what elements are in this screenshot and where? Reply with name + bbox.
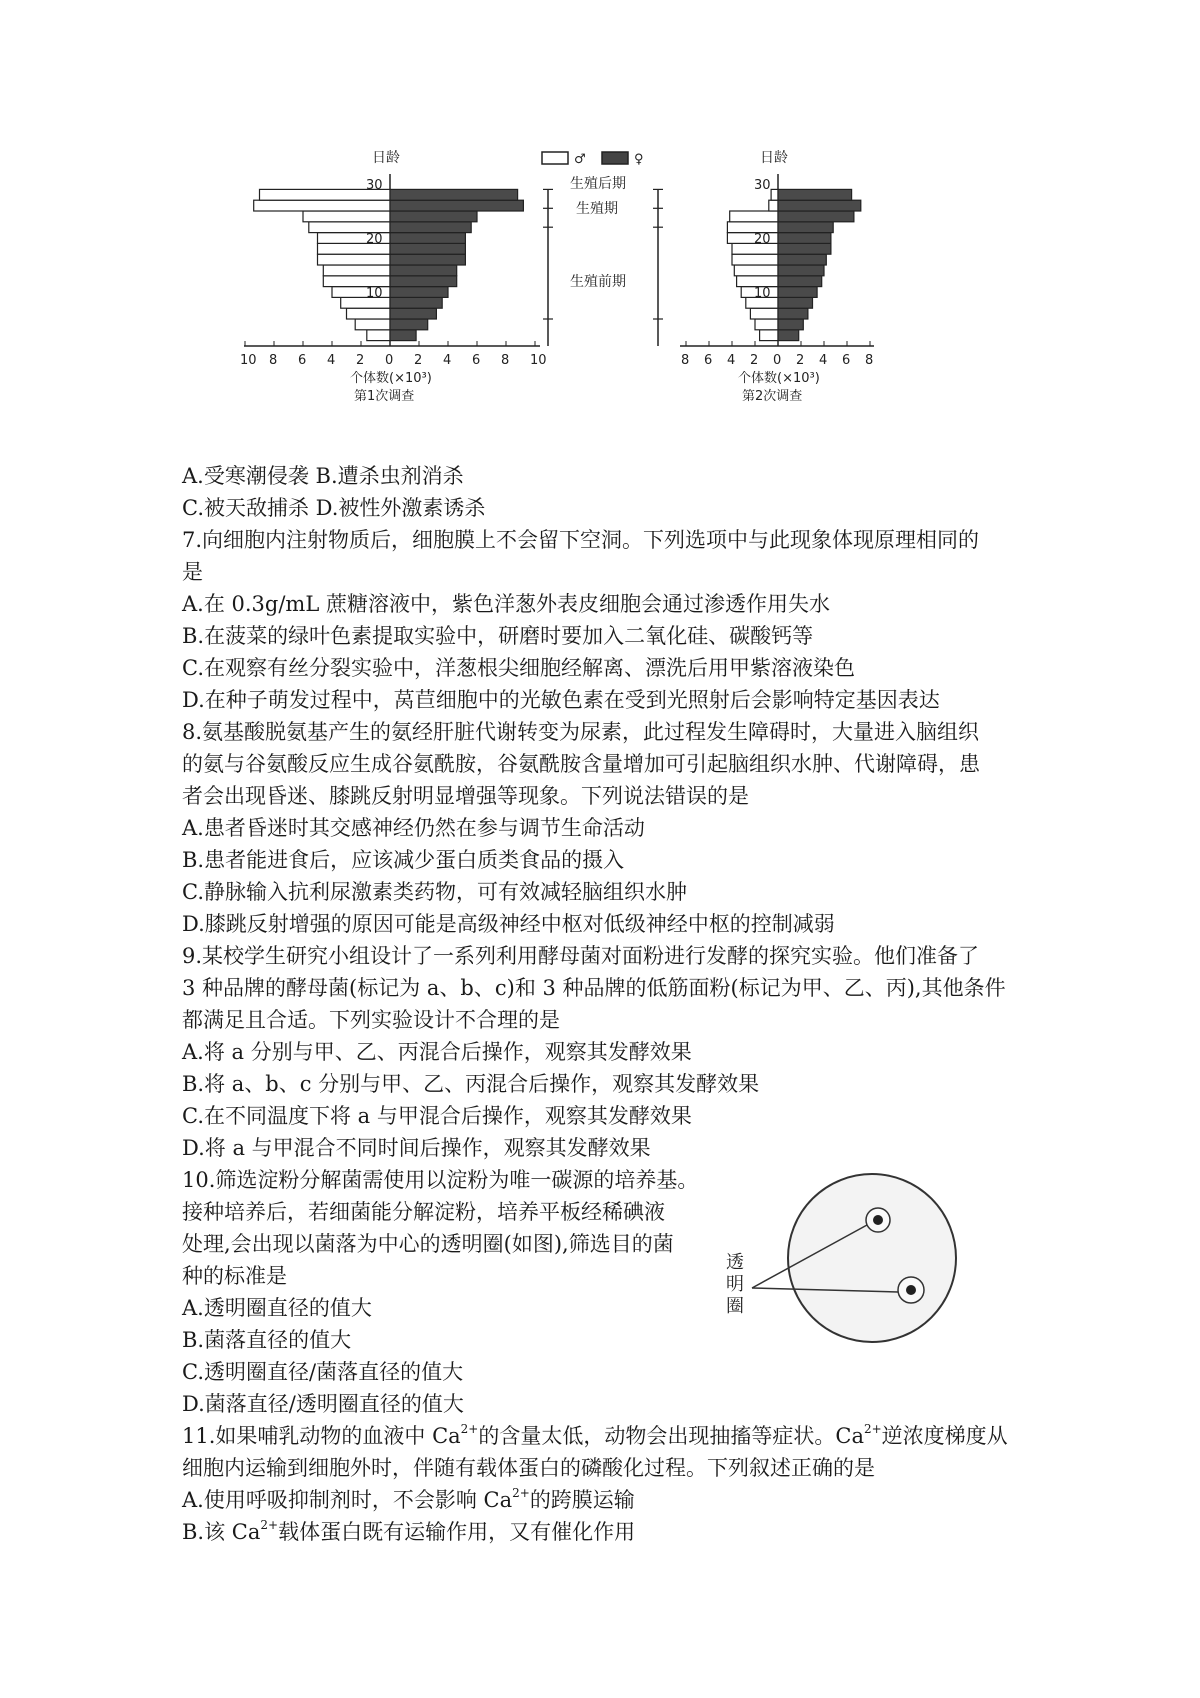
bar-female xyxy=(778,233,831,244)
bar-female xyxy=(390,287,448,298)
x-tick-label: 0 xyxy=(773,353,782,368)
bar-male xyxy=(769,200,778,211)
q11-option-a: A.使用呼吸抑制剂时，不会影响 $Ca^{2+}$的跨膜运输 xyxy=(182,1486,635,1512)
plate-label-char: 明 xyxy=(726,1274,744,1295)
colony-1 xyxy=(873,1215,883,1225)
bar-male xyxy=(730,211,778,222)
q11-line-2: 细胞内运输到细胞外时，伴随有载体蛋白的磷酸化过程。下列叙述正确的是 xyxy=(182,1456,875,1480)
q10-line: 10.筛选淀粉分解菌需使用以淀粉为唯一碳源的培养基。 xyxy=(182,1168,699,1192)
bar-female xyxy=(390,189,518,200)
text-line: B.在菠菜的绿叶色素提取实验中，研磨时要加入二氧化硅、碳酸钙等 xyxy=(182,624,814,648)
text-line: D.在种子萌发过程中，莴苣细胞中的光敏色素在受到光照射后会影响特定基因表达 xyxy=(182,688,940,712)
bar-female xyxy=(390,330,416,341)
legend-male-label: ♂ xyxy=(574,152,586,167)
chart-subtitle: 第2次调查 xyxy=(742,389,803,404)
x-tick-label: 8 xyxy=(865,353,874,368)
bar-female xyxy=(778,265,824,276)
stage-post: 生殖后期 xyxy=(570,176,626,192)
bar-male xyxy=(309,222,390,233)
y-tick-label: 30 xyxy=(754,178,771,193)
bar-female xyxy=(778,189,852,200)
bar-female xyxy=(390,254,465,265)
text-line: 9.某校学生研究小组设计了一系列利用酵母菌对面粉进行发酵的探究实验。他们准备了 xyxy=(182,944,980,968)
bar-male xyxy=(755,319,778,330)
q10-line: 处理,会出现以菌落为中心的透明圈(如图),筛选目的菌 xyxy=(182,1232,674,1256)
bar-female xyxy=(390,319,428,330)
text-line: 者会出现昏迷、膝跳反射明显增强等现象。下列说法错误的是 xyxy=(182,784,749,808)
bar-male xyxy=(355,319,390,330)
bar-female xyxy=(778,200,861,211)
q10-line: B.菌落直径的值大 xyxy=(182,1328,352,1352)
q11-option-b: B.该 $Ca^{2+}$载体蛋白既有运输作用，又有催化作用 xyxy=(182,1518,636,1544)
plate-outline xyxy=(788,1174,956,1342)
legend-female-label: ♀ xyxy=(634,152,644,167)
bar-female xyxy=(778,330,799,341)
text-line: C.在不同温度下将 a 与甲混合后操作，观察其发酵效果 xyxy=(182,1104,692,1128)
bar-female xyxy=(778,222,833,233)
bar-female xyxy=(390,276,457,287)
bar-female xyxy=(390,211,477,222)
bar-female xyxy=(778,254,826,265)
text-line: 都满足且合适。下列实验设计不合理的是 xyxy=(182,1008,560,1032)
text-line: D.将 a 与甲混合不同时间后操作，观察其发酵效果 xyxy=(182,1136,651,1160)
bar-male xyxy=(727,222,778,233)
x-tick-label: 2 xyxy=(796,353,805,368)
bar-female xyxy=(390,222,471,233)
stage-repro: 生殖期 xyxy=(576,201,618,217)
text-line: 7.向细胞内注射物质后，细胞膜上不会留下空洞。下列选项中与此现象体现原理相同的 xyxy=(182,528,980,552)
y-tick-label: 20 xyxy=(366,232,383,247)
bar-female xyxy=(778,319,803,330)
x-tick-label: 8 xyxy=(501,353,510,368)
text-line: A.将 a 分别与甲、乙、丙混合后操作，观察其发酵效果 xyxy=(182,1040,692,1064)
chart-first-survey xyxy=(240,150,553,404)
bar-female xyxy=(390,265,457,276)
x-tick-label: 2 xyxy=(414,353,423,368)
text-line: C.被天敌捕杀 D.被性外激素诱杀 xyxy=(182,496,486,520)
q10-line: 种的标准是 xyxy=(182,1264,287,1288)
bar-male xyxy=(760,330,778,341)
x-tick-label: 4 xyxy=(819,353,828,368)
y-axis-label: 日龄 xyxy=(372,150,400,166)
plate-label-char: 圈 xyxy=(726,1296,744,1317)
bar-female xyxy=(390,200,523,211)
text-line: A.患者昏迷时其交感神经仍然在参与调节生命活动 xyxy=(182,816,645,840)
bar-male xyxy=(367,330,390,341)
bar-male xyxy=(347,308,391,319)
legend-female-swatch xyxy=(602,152,628,164)
bar-female xyxy=(778,308,808,319)
bar-female xyxy=(390,297,442,308)
bar-female xyxy=(778,243,831,254)
text-line: 3 种品牌的酵母菌(标记为 a、b、c)和 3 种品牌的低筋面粉(标记为甲、乙、丙),其他条件 xyxy=(182,976,1006,1000)
q11-line-1: 11.如果哺乳动物的血液中 $Ca^{2+}$的含量太低，动物会出现抽搐等症状。$Ca^{2+}$逆浓度梯度从 xyxy=(182,1422,1008,1448)
x-tick-label: 10 xyxy=(530,353,547,368)
bar-male xyxy=(303,211,390,222)
x-tick-label: 4 xyxy=(327,353,336,368)
text-line: D.膝跳反射增强的原因可能是高级神经中枢对低级神经中枢的控制减弱 xyxy=(182,912,835,936)
stage-pre: 生殖前期 xyxy=(570,274,626,290)
population-pyramid-figure xyxy=(240,150,980,450)
text-line: 8.氨基酸脱氨基产生的氨经肝脏代谢转变为尿素，此过程发生障碍时，大量进入脑组织 xyxy=(182,720,980,744)
colony-2 xyxy=(906,1285,916,1295)
y-tick-label: 10 xyxy=(366,286,383,301)
legend-male-swatch xyxy=(542,152,568,164)
x-tick-label: 6 xyxy=(704,353,713,368)
x-tick-label: 4 xyxy=(443,353,452,368)
text-line: C.静脉输入抗利尿激素类药物，可有效减轻脑组织水肿 xyxy=(182,880,687,904)
bar-female xyxy=(390,233,465,244)
q10-line: 接种培养后，若细菌能分解淀粉，培养平板经稀碘液 xyxy=(182,1200,665,1224)
x-tick-label: 6 xyxy=(472,353,481,368)
bar-male xyxy=(323,265,390,276)
stage-labels xyxy=(570,175,626,290)
text-line: A.受寒潮侵袭 B.遭杀虫剂消杀 xyxy=(182,464,464,488)
x-tick-label: 8 xyxy=(681,353,690,368)
q10-line: D.菌落直径/透明圈直径的值大 xyxy=(182,1392,464,1416)
text-line: B.将 a、b、c 分别与甲、乙、丙混合后操作，观察其发酵效果 xyxy=(182,1072,760,1096)
question-10-block xyxy=(182,1164,722,1420)
x-tick-label: 8 xyxy=(269,353,278,368)
bar-male xyxy=(734,265,778,276)
q10-line: A.透明圈直径的值大 xyxy=(182,1296,372,1320)
bar-male xyxy=(737,276,778,287)
text-line: A.在 0.3g/mL 蔗糖溶液中，紫色洋葱外表皮细胞会通过渗透作用失水 xyxy=(182,592,830,616)
x-tick-label: 2 xyxy=(750,353,759,368)
x-tick-label: 4 xyxy=(727,353,736,368)
legend xyxy=(542,152,644,167)
bar-female xyxy=(390,243,465,254)
plate-label xyxy=(726,1252,744,1317)
q10-line: C.透明圈直径/菌落直径的值大 xyxy=(182,1360,464,1384)
text-line: B.患者能进食后，应该减少蛋白质类食品的摄入 xyxy=(182,848,625,872)
x-axis-label: 个体数(×10³) xyxy=(738,371,820,386)
bar-female xyxy=(390,308,436,319)
plate-label-char: 透 xyxy=(726,1252,744,1273)
y-tick-label: 10 xyxy=(754,286,771,301)
x-axis-label: 个体数(×10³) xyxy=(350,371,432,386)
x-tick-label: 6 xyxy=(842,353,851,368)
bar-male xyxy=(254,200,390,211)
chart-second-survey xyxy=(653,150,874,404)
text-line: C.在观察有丝分裂实验中，洋葱根尖细胞经解离、漂洗后用甲紫溶液染色 xyxy=(182,656,855,680)
x-tick-label: 6 xyxy=(298,353,307,368)
x-tick-label: 2 xyxy=(356,353,365,368)
bar-female xyxy=(778,211,854,222)
text-line: 的氨与谷氨酸反应生成谷氨酰胺，谷氨酰胺含量增加可引起脑组织水肿、代谢障碍，患 xyxy=(182,752,980,776)
bar-male xyxy=(771,189,778,200)
bar-male xyxy=(323,276,390,287)
chart-subtitle: 第1次调查 xyxy=(354,389,415,404)
question-text-block xyxy=(182,460,1042,1164)
y-tick-label: 30 xyxy=(366,178,383,193)
bar-male xyxy=(750,308,778,319)
text-line: 是 xyxy=(182,560,203,584)
y-tick-label: 20 xyxy=(754,232,771,247)
bar-male xyxy=(318,254,391,265)
bar-female xyxy=(778,276,822,287)
bar-female xyxy=(778,297,813,308)
question-11-block xyxy=(182,1420,1042,1548)
x-tick-label: 0 xyxy=(385,353,394,368)
bar-female xyxy=(778,287,817,298)
x-tick-label: 10 xyxy=(240,353,257,368)
y-axis-label: 日龄 xyxy=(760,150,788,166)
bar-male xyxy=(732,254,778,265)
petri-plate-figure xyxy=(722,1170,980,1350)
